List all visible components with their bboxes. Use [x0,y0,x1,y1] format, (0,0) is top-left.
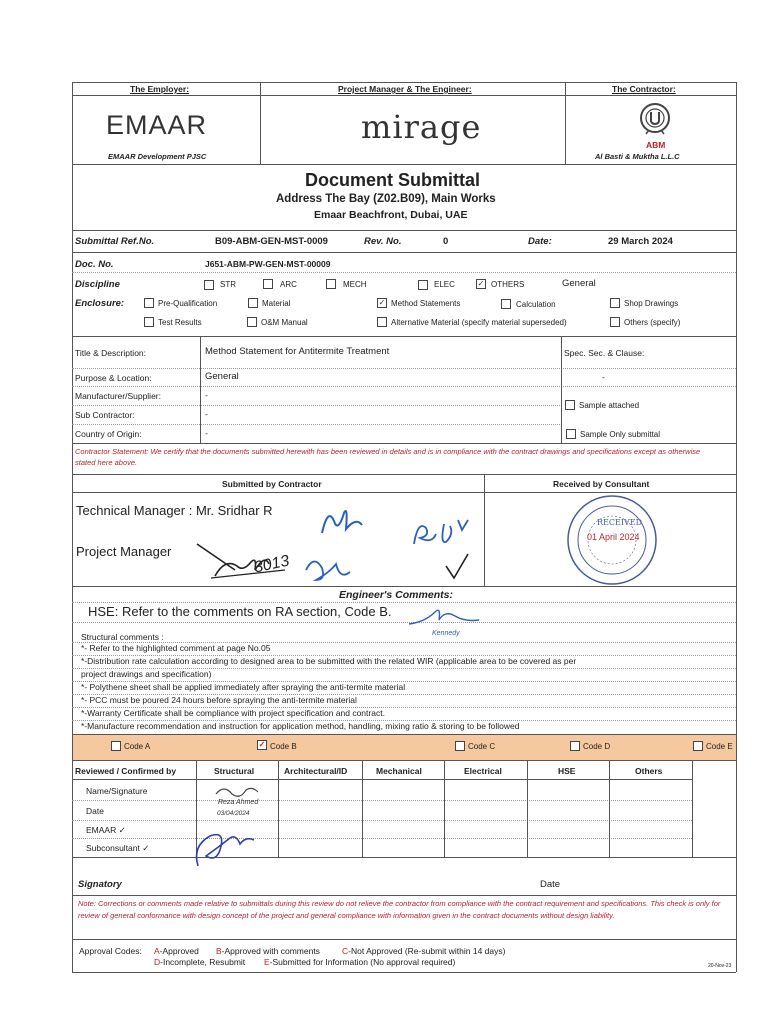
review-row-emaar: EMAAR ✓ [86,825,126,835]
manufacturer-label: Manufacturer/Supplier: [75,391,161,401]
header-col-divider [260,82,261,164]
submitted-heading: Submitted by Contractor [222,479,322,489]
approval-code-text: -Approved [159,946,199,956]
enclosure-om-checkbox[interactable] [247,317,257,327]
code-b-checkbox[interactable]: ✓ [258,740,266,749]
discipline-mech-checkbox[interactable] [326,279,336,289]
structural-reviewer-name: Reza Ahmed [218,799,259,806]
handwritten-number: 3013 [252,552,291,577]
comment-line-4: *- Polythene sheet shall be applied immediately after spraying the anti-termite material [81,682,406,692]
date-value: 29 March 2024 [608,236,673,247]
review-col-header: HSE [558,766,576,776]
doc-no-value: J651-ABM-PW-GEN-MST-00009 [205,259,331,269]
code-a-label: Code A [124,742,151,751]
submitted-col-divider [484,474,485,586]
code-e-label: Code E [706,742,733,751]
frame-top [72,82,736,83]
comment-line-3: project drawings and specification) [81,669,212,679]
enclosure-om-label: O&M Manual [261,318,308,327]
review-col [362,760,363,857]
code-d-label: Code D [583,742,611,751]
enclosure-bottom [72,336,736,337]
technical-manager-signature [316,503,366,543]
title-bottom [72,230,736,231]
engineer-signer-name: Kennedy [432,630,460,637]
form-revision-date: 20-Nov-23 [708,963,732,969]
subcontractor-label: Sub Contractor: [75,410,135,420]
purpose-value: General [205,371,239,382]
enclosure-method-label: Method Statements [391,299,461,308]
details-col-divider [200,336,201,443]
hse-comment: HSE: Refer to the comments on RA section, Code B. [88,604,392,619]
approval-code-b [216,946,320,956]
enclosure-prequal-checkbox[interactable] [144,298,154,308]
pm-label: Project Manager & The Engineer: [338,84,472,94]
spec-value: - [602,372,605,382]
title-desc-value: Method Statement for Antitermite Treatment [205,346,390,357]
doc-no-label: Doc. No. [75,259,114,270]
ref-bottom [72,252,736,253]
comment-line-7: *-Manufacture recommendation and instruction for application method, handling, mixing ratio & storing to be followed [81,721,520,731]
details-bottom [72,443,736,444]
submittal-ref-value: B09-ABM-GEN-MST-0009 [215,236,328,247]
doc-bottom [72,272,736,273]
submitted-bottom [72,586,736,587]
approval-codes-label: Approval Codes: [79,946,142,956]
emaar-logo: EMAAR [106,110,208,140]
purpose-row-bottom [72,386,736,387]
enclosure-alt-label: Alternative Material (specify material superseded) [391,318,567,327]
rev-label: Rev. No. [364,236,402,247]
spec-label: Spec. Sec. & Clause: [564,348,645,358]
comment-line-2: *-Distribution rate calculation according to designed area to be submitted with the related WIR (applicable area to be covered as per [81,656,577,666]
contractor-label: The Contractor: [612,84,676,94]
enclosure-shop-label: Shop Drawings [624,299,679,308]
discipline-elec-checkbox[interactable] [418,280,428,290]
frame-right [736,82,737,972]
code-c-label: Code C [468,742,496,751]
approval-code-letter: D [154,957,161,967]
structural-comments-heading: Structural comments : [81,632,164,642]
discipline-others-label: OTHERS [491,280,525,289]
enclosure-test-label: Test Results [158,318,202,327]
date-label: Date: [528,236,552,247]
review-row-date: Date [86,806,104,816]
discipline-arc-label: ARC [280,280,297,289]
code-band-top [72,734,736,735]
address-line: Address The Bay (Z02.B09), Main Works [276,193,496,205]
approval-code-a [154,946,199,956]
document-title: Document Submittal [305,170,481,190]
review-row-name: Name/Signature [86,786,148,796]
approval-code-letter: E [264,957,270,967]
review-row-line [72,838,692,839]
review-col-header: Reviewed / Confirmed by [75,766,177,776]
signatory-label: Signatory [78,879,122,890]
employer-name: EMAAR Development PJSC [108,152,207,161]
discipline-arc-checkbox[interactable] [263,279,273,289]
review-col-header: Others [635,766,663,776]
review-col [527,760,528,857]
approval-code-text: -Approved with comments [221,946,320,956]
purpose-label: Purpose & Location: [75,373,152,383]
review-row-line [72,820,692,821]
code-band [73,734,736,760]
code-d-checkbox[interactable] [570,741,580,751]
title-row-bottom [72,368,736,369]
manuf-row-bottom [72,405,562,406]
review-col [609,760,610,857]
header-divider [72,95,736,96]
note-bottom [72,939,736,940]
sub-row-bottom [72,424,562,425]
code-band-bottom [72,760,736,761]
check-mark-signature [442,552,472,582]
approval-code-e [264,957,455,967]
review-col [444,760,445,857]
abm-logo-text: ABM [646,140,666,150]
title-desc-label: Title & Description: [75,348,147,358]
enclosure-test-checkbox[interactable] [144,317,154,327]
subcontractor-value: - [205,409,208,419]
review-col-header: Architectural/ID [284,766,348,776]
approval-code-letter: A [154,946,160,956]
comment-line [72,602,736,603]
country-value: - [205,428,208,438]
discipline-others-value: General [562,278,596,289]
project-manager-label: Project Manager [76,544,172,559]
review-header-bottom [72,779,692,780]
review-col-header: Structural [214,766,255,776]
sample-attached-label: Sample attached [579,401,640,410]
approval-code-c [342,946,505,956]
discipline-mech-label: MECH [343,280,367,289]
header-col-divider [565,82,566,164]
signatory-bottom [72,895,736,896]
enclosure-material-checkbox[interactable] [248,298,258,308]
contractor-statement: Contractor Statement: We certify that the documents submitted herewith has been reviewed in details and is in compliance with the contract drawings and specifications except as otherwise stated here above. [75,447,701,467]
enclosure-calc-label: Calculation [516,300,556,309]
signatory-date-label: Date [540,879,561,890]
review-row-subconsultant: Subconsultant ✓ [86,843,150,853]
received-heading: Received by Consultant [553,479,650,489]
submitted-header-bottom [72,492,736,493]
code-c-checkbox[interactable] [455,741,465,751]
rev-value: 0 [443,236,449,247]
sample-attached-checkbox[interactable] [565,400,575,410]
technical-manager: Technical Manager : Mr. Sridhar R [76,503,273,518]
comment-line-6: *-Warranty Certificate shall be compliance with project specification and contract. [81,708,385,718]
enclosure-others-checkbox[interactable] [610,317,620,327]
discipline-others-checkbox[interactable]: ✓ [477,279,485,288]
submittal-ref-label: Submittal Ref.No. [75,236,155,247]
enclosure-material-label: Material [262,299,291,308]
comment-line-5: *- PCC must be poured 24 hours before spraying the anti-termite material [81,695,357,705]
comment-line-1: *- Refer to the highlighted comment at page No.05 [81,643,271,653]
sample-only-label: Sample Only submittal [580,430,661,439]
code-a-checkbox[interactable] [111,741,121,751]
approval-code-letter: C [342,946,349,956]
discipline-str-label: STR [220,280,236,289]
enclosure-prequal-label: Pre-Qualification [158,299,218,308]
review-row-line [72,800,692,801]
statement-bottom [72,474,736,475]
stamp-date: 01 April 2024 [587,532,640,542]
engineer-comments-heading: Engineer's Comments: [339,589,453,601]
country-label: Country of Origin: [75,429,142,439]
approval-code-text: -Submitted for Information (No approval required) [269,957,456,967]
comment-line [72,622,736,623]
enclosure-calc-checkbox[interactable] [501,299,511,309]
enclosure-method-checkbox[interactable]: ✓ [378,298,386,307]
discipline-label: Discipline [75,279,120,290]
header-bottom [72,164,736,165]
enclosure-others-label: Others (specify) [624,318,681,327]
code-b-label: Code B [270,742,297,751]
enclosure-alt-checkbox[interactable] [377,317,387,327]
review-note: Note: Corrections or comments made relative to submittals during this review do not relieve the contractor from compliance with the contract requirement and specifications. This check is only for review of general conformance with design concept of the project and general compliance with information given in the contract documents without design liability. [78,899,721,920]
contractor-name: Al Basti & Muktha L.L.C [595,152,680,161]
review-col-header: Electrical [464,766,502,776]
abm-logo-icon [637,100,673,140]
location-line: Emaar Beachfront, Dubai, UAE [314,209,468,221]
project-manager-signature-blue [300,550,360,590]
approval-code-text: -Not Approved (Re-submit within 14 days) [348,946,506,956]
structural-review-date: 03/04/2024 [217,810,250,817]
discipline-elec-label: ELEC [434,280,455,289]
approval-code-text: -Incomplete, Resubmit [160,957,246,967]
subconsultant-signature [190,826,260,874]
stamp-received-text: RECEIVED [597,518,643,527]
review-bottom [72,857,736,858]
consultant-initials-signature [410,514,470,554]
review-col-header: Mechanical [376,766,422,776]
code-e-checkbox[interactable] [693,741,703,751]
review-col [692,760,693,857]
approval-code-d [154,957,245,967]
details-col-divider [561,336,562,443]
manufacturer-value: - [205,390,208,400]
enclosure-label: Enclosure: [75,298,125,309]
mirage-logo: mirage [361,108,482,146]
sample-only-checkbox[interactable] [566,429,576,439]
employer-label: The Employer: [130,84,190,94]
enclosure-shop-checkbox[interactable] [610,298,620,308]
frame-bottom [72,972,736,973]
review-col [278,760,279,857]
approval-code-letter: B [216,946,222,956]
discipline-str-checkbox[interactable] [204,280,214,290]
